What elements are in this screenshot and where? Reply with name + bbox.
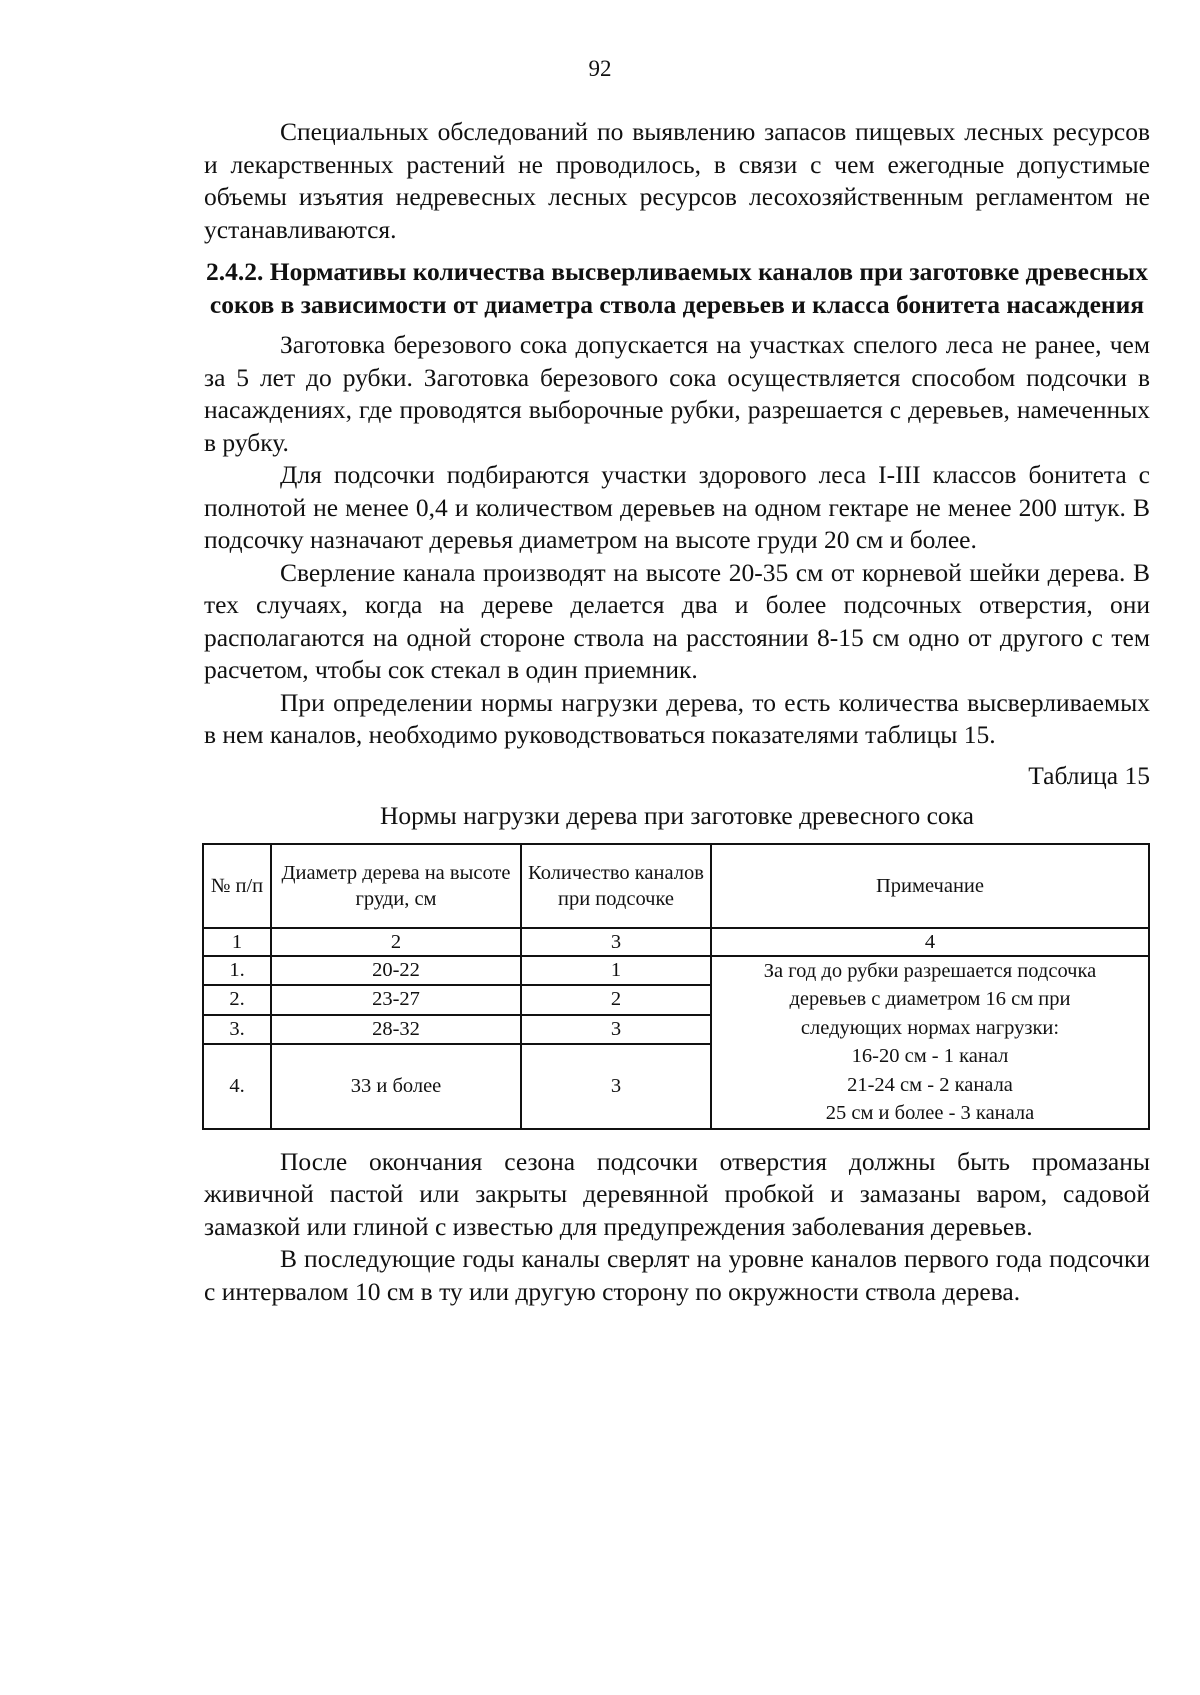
row-count: 1 bbox=[521, 956, 711, 986]
row-num: 3. bbox=[203, 1015, 271, 1045]
header-count: Количество каналов при подсочке bbox=[521, 844, 711, 928]
table-label: Таблица 15 bbox=[1028, 760, 1150, 790]
paragraph-after-season: После окончания сезона подсочки отверстия должны быть промазаны живичной пастой или закрыты деревянной пробкой и замазаны варом, садовой замазкой или глиной с известью для предупреждения заболевания деревьев. bbox=[204, 1146, 1150, 1241]
note-line: 25 см и более - 3 канала bbox=[825, 1102, 1035, 1124]
row-num: 2. bbox=[203, 985, 271, 1015]
page-number: 92 bbox=[588, 56, 612, 81]
header-diameter: Диаметр дерева на высоте груди, см bbox=[271, 844, 521, 928]
paragraph-load-norms: При определении нормы нагрузки дерева, то есть количества высверливаемых в нем каналов, необходимо руководствоваться показателями таблицы 15. bbox=[204, 687, 1150, 749]
column-number: 4 bbox=[711, 928, 1149, 956]
paragraph-following-years: В последующие годы каналы сверлят на уровне каналов первого года подсочки с интервалом 10 см в ту или другую сторону по окружности ствола дерева. bbox=[204, 1244, 1150, 1306]
section-heading: 2.4.2. Нормативы количества высверливаемых каналов при заготовке древесных соков в зависимости от диаметра ствола деревьев и класса бонитета насаждения bbox=[206, 257, 1148, 319]
paragraph-plot-selection: Для подсочки подбираются участки здорового леса I-III классов бонитета с полнотой не менее 0,4 и количеством деревьев на одном гектаре не менее 200 штук. В подсочку назначают деревья диаметром на высоте груди 20 см и более. bbox=[204, 460, 1150, 554]
header-num: № п/п bbox=[203, 844, 271, 928]
note-line: 21-24 см - 2 канала bbox=[847, 1073, 1013, 1096]
row-diameter: 20-22 bbox=[271, 956, 521, 986]
column-number: 1 bbox=[203, 928, 271, 956]
row-count: 3 bbox=[521, 1015, 711, 1045]
column-number: 3 bbox=[521, 928, 711, 956]
row-diameter: 28-32 bbox=[271, 1015, 521, 1045]
note-line: деревьев с диаметром 16 см при bbox=[789, 988, 1071, 1010]
norms-table bbox=[202, 843, 1150, 1130]
row-num: 4. bbox=[203, 1044, 271, 1128]
column-number: 2 bbox=[271, 928, 521, 956]
paragraph-birch-sap: Заготовка березового сока допускается на участках спелого леса не ранее, чем за 5 лет до рубки. Заготовка березового сока осуществляется способом подсочки в насаждениях, где проводятся выборочные рубки, разрешается с деревьев, намеченных в рубку. bbox=[204, 330, 1150, 457]
row-count: 3 bbox=[521, 1044, 711, 1128]
row-diameter: 23-27 bbox=[271, 985, 521, 1015]
paragraph-forest-resources: Специальных обследований по выявлению запасов пищевых лесных ресурсов и лекарственных растений не проводилось, в связи с чем ежегодные допустимые объемы изъятия недревесных лесных ресурсов лесохозяйственным регламентом не устанавливаются. bbox=[204, 117, 1150, 244]
paragraph-drilling: Сверление канала производят на высоте 20-35 см от корневой шейки дерева. В тех случаях, когда на дереве делается два и более подсочных отверстия, они располагаются на одной стороне ствола на расстоянии 8-15 см одно от другого с тем расчетом, чтобы сок стекал в один приемник. bbox=[204, 557, 1150, 684]
row-diameter: 33 и более bbox=[271, 1044, 521, 1128]
note-line: 16-20 см - 1 канал bbox=[851, 1045, 1009, 1067]
note-line: За год до рубки разрешается подсочка bbox=[763, 959, 1097, 982]
table-row bbox=[203, 956, 1149, 986]
column-number-row bbox=[203, 928, 1149, 956]
header-note: Примечание bbox=[711, 844, 1149, 928]
row-count: 2 bbox=[521, 985, 711, 1015]
page-content bbox=[204, 116, 1150, 1308]
row-note bbox=[711, 956, 1149, 1129]
note-line: следующих нормах нагрузки: bbox=[800, 1016, 1060, 1039]
table-title: Нормы нагрузки дерева при заготовке древесного сока bbox=[379, 801, 975, 830]
row-num: 1. bbox=[203, 956, 271, 986]
table-header-row bbox=[203, 844, 1149, 928]
